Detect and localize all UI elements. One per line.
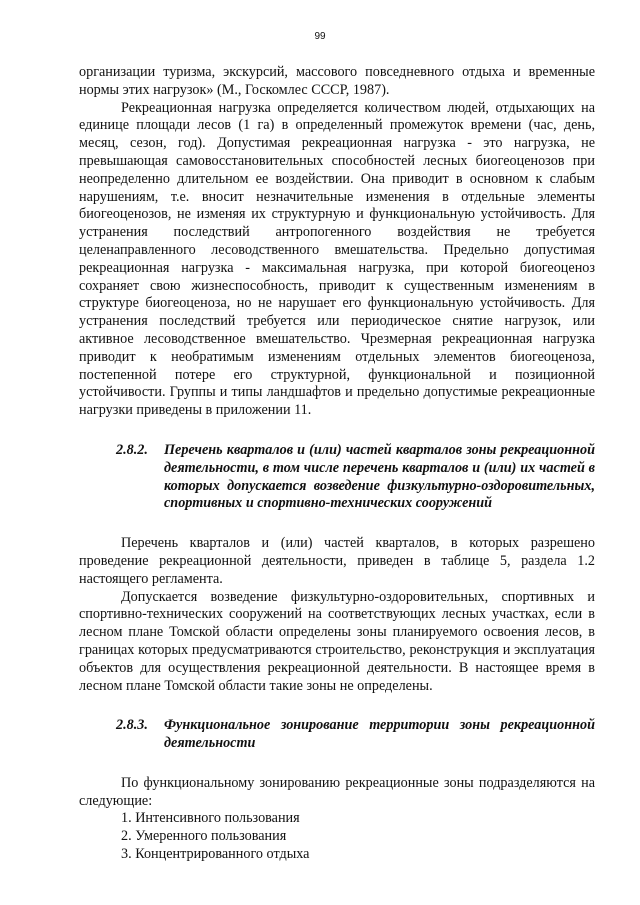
section-heading-2-8-3 bbox=[79, 717, 595, 753]
paragraph-quarters-list: Перечень кварталов и (или) частей кварталов, в которых разрешено проведение рекреационной деятельности, приведен в таблице 5, раздела 1.2 настоящего регламента. bbox=[79, 535, 595, 587]
page-body bbox=[79, 64, 595, 864]
zones-list bbox=[79, 810, 595, 863]
paragraph-construction: Допускается возведение физкультурно-оздоровительных, спортивных и спортивно-технических сооружений на соответствующих лесных участках, если в лесном плане Томской области определены зоны планируемого освоения лесов, в границах которых предусматриваются строительство, реконструкция и эксплуатация объектов для осуществления рекреационной деятельности. В настоящее время в лесном плане Томской области такие зоны не определены. bbox=[79, 588, 595, 694]
section-number: 2.8.2. bbox=[116, 441, 148, 458]
paragraph-recreational-load: Рекреационная нагрузка определяется количеством людей, отдыхающих на единице площади лесов (1 га) в определенный промежуток времени (час, день, месяц, сезон, год). Допустимая рекреационная нагрузка - это нагрузка, не превышающая самовосстановительных способностей лесных биогеоценозов при неопределенно длительном ее воздействии. Она приводит в основном к слабым нарушениям, т.е. вносит незначительные изменения в отдельные элементы биогеоценозов, не изменяя их структурную и функциональную устойчивость. Для устранения последствий антропогенного воздействия не требуется целенаправленного лесоводственного вмешательства. Предельно допустимая рекреационная нагрузка - максимальная нагрузка, при которой биогеоценоз сохраняет свою жизнеспособность, приводит к существенным изменениям в структуре биогеоценоза, но не нарушает его функциональную устойчивость. Для устранения последствий требуется или периодическое снятие нагрузок, или активное лесоводственное вмешательство. Чрезмерная рекреационная нагрузка приводит к необратимым изменениям отдельных элементов биогеоценоза, постепенной потере его структурной, функциональной и позиционной устойчивости. Группы и типы ландшафтов и предельно допустимые рекреационные нагрузки приведены в приложении 11. bbox=[79, 99, 595, 419]
section-heading-2-8-2 bbox=[79, 442, 595, 513]
paragraph-zoning: По функциональному зонированию рекреационные зоны подразделяются на следующие: bbox=[79, 774, 595, 809]
section-number: 2.8.3. bbox=[116, 717, 148, 734]
paragraph-continuation: организации туризма, экскурсий, массового повседневного отдыха и временные нормы этих нагрузок» (М., Госкомлес СССР, 1987). bbox=[79, 64, 595, 98]
list-item: 1. Интенсивного пользования bbox=[121, 810, 300, 827]
page-number: 99 bbox=[314, 31, 326, 42]
section-title: Функциональное зонирование территории зоны рекреационной деятельности bbox=[164, 717, 595, 752]
list-item: 2. Умеренного пользования bbox=[121, 828, 287, 845]
section-title: Перечень кварталов и (или) частей кварталов зоны рекреационной деятельности, в том числе перечень кварталов и (или) их частей в которых допускается возведение физкультурно-оздоровительных, спортивных и спортивно-технических сооружений bbox=[164, 441, 595, 512]
list-item: 3. Концентрированного отдыха bbox=[121, 846, 310, 863]
